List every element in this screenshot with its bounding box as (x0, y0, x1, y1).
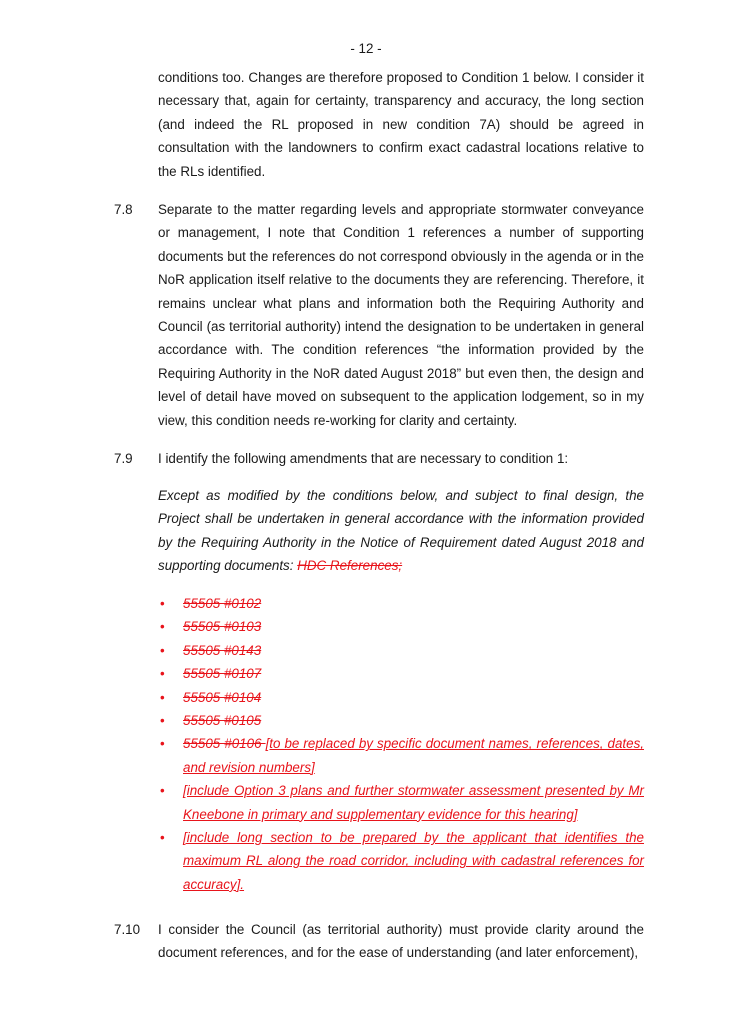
bullet-icon: • (160, 713, 165, 729)
bullet-icon: • (160, 783, 165, 799)
inserted-text: [to be replaced by specific document names, references, dates, and revision numbers] (183, 736, 644, 775)
deleted-reference: 55505 #0106 (183, 736, 266, 752)
paragraph-number-7-9: 7.9 (114, 451, 133, 466)
deleted-hdc-references: HDC References; (297, 558, 403, 574)
page-number: - 12 - (350, 41, 382, 56)
deleted-reference: 55505 #0102 (183, 596, 262, 611)
deleted-reference: 55505 #0103 (183, 619, 262, 635)
deleted-reference: 55505 #0107 (183, 666, 262, 682)
bullet-icon: • (160, 596, 165, 611)
paragraph-7-10: I consider the Council (as territorial authority) must provide clarity around the document references, and for the ease of understanding (and later enforcement), (158, 922, 644, 961)
bullet-icon: • (160, 642, 165, 658)
deleted-reference: 55505 #0143 (183, 642, 262, 658)
bullet-icon: • (160, 666, 165, 682)
condition-1-text (158, 484, 644, 578)
paragraph-7-9: I identify the following amendments that are necessary to condition 1: (158, 451, 569, 466)
bullet-icon: • (160, 736, 165, 752)
list-item (158, 779, 644, 826)
list-item (158, 662, 644, 685)
list-item (158, 592, 644, 615)
document-reference-list (158, 592, 644, 896)
list-item (158, 686, 644, 709)
bullet-icon: • (160, 619, 165, 635)
bullet-icon: • (160, 830, 165, 846)
deleted-reference: 55505 #0105 (183, 713, 262, 729)
list-item (158, 615, 644, 638)
inserted-text: [include Option 3 plans and further stormwater assessment presented by Mr Kneebone in primary and supplementary evidence for this hearing] (183, 783, 644, 822)
list-item (158, 732, 644, 779)
condition-1-body: Except as modified by the conditions below, and subject to final design, the Project shall be undertaken in general accordance with the information provided by the Requiring Authority in the Notice of Requirement dated August 2018 and supporting documents: (158, 488, 644, 574)
list-item (158, 826, 644, 896)
bullet-icon: • (160, 689, 165, 705)
deleted-reference: 55505 #0104 (183, 689, 262, 705)
list-item (158, 639, 644, 662)
paragraph-7-8: Separate to the matter regarding levels and appropriate stormwater conveyance or management, I note that Condition 1 references a number of supporting documents but the references do not correspond obviously in the agenda or in the NoR application itself relative to the documents they are referencing. Therefore, it remains unclear what plans and information both the Requiring Authority and Council (as territorial authority) intend the designation to be undertaken in general accordance with. The condition references “the information provided by the Requiring Authority in the NoR dated August 2018” but even then, the design and level of detail have moved on subsequent to the application lodgement, so in my view, this condition needs re-working for clarity and certainty. (158, 202, 644, 428)
paragraph-number-7-10: 7.10 (114, 922, 141, 937)
paragraph-number-7-8: 7.8 (114, 202, 133, 217)
inserted-text: [include long section to be prepared by the applicant that identifies the maximum RL along the road corridor, including with cadastral references for accuracy]. (183, 830, 644, 892)
list-item (158, 709, 644, 732)
paragraph-continued: conditions too. Changes are therefore proposed to Condition 1 below. I consider it necessary that, again for certainty, transparency and accuracy, the long section (and indeed the RL proposed in new condition 7A) should be agreed in consultation with the landowners to confirm exact cadastral locations relative to the RLs identified. (158, 70, 644, 179)
